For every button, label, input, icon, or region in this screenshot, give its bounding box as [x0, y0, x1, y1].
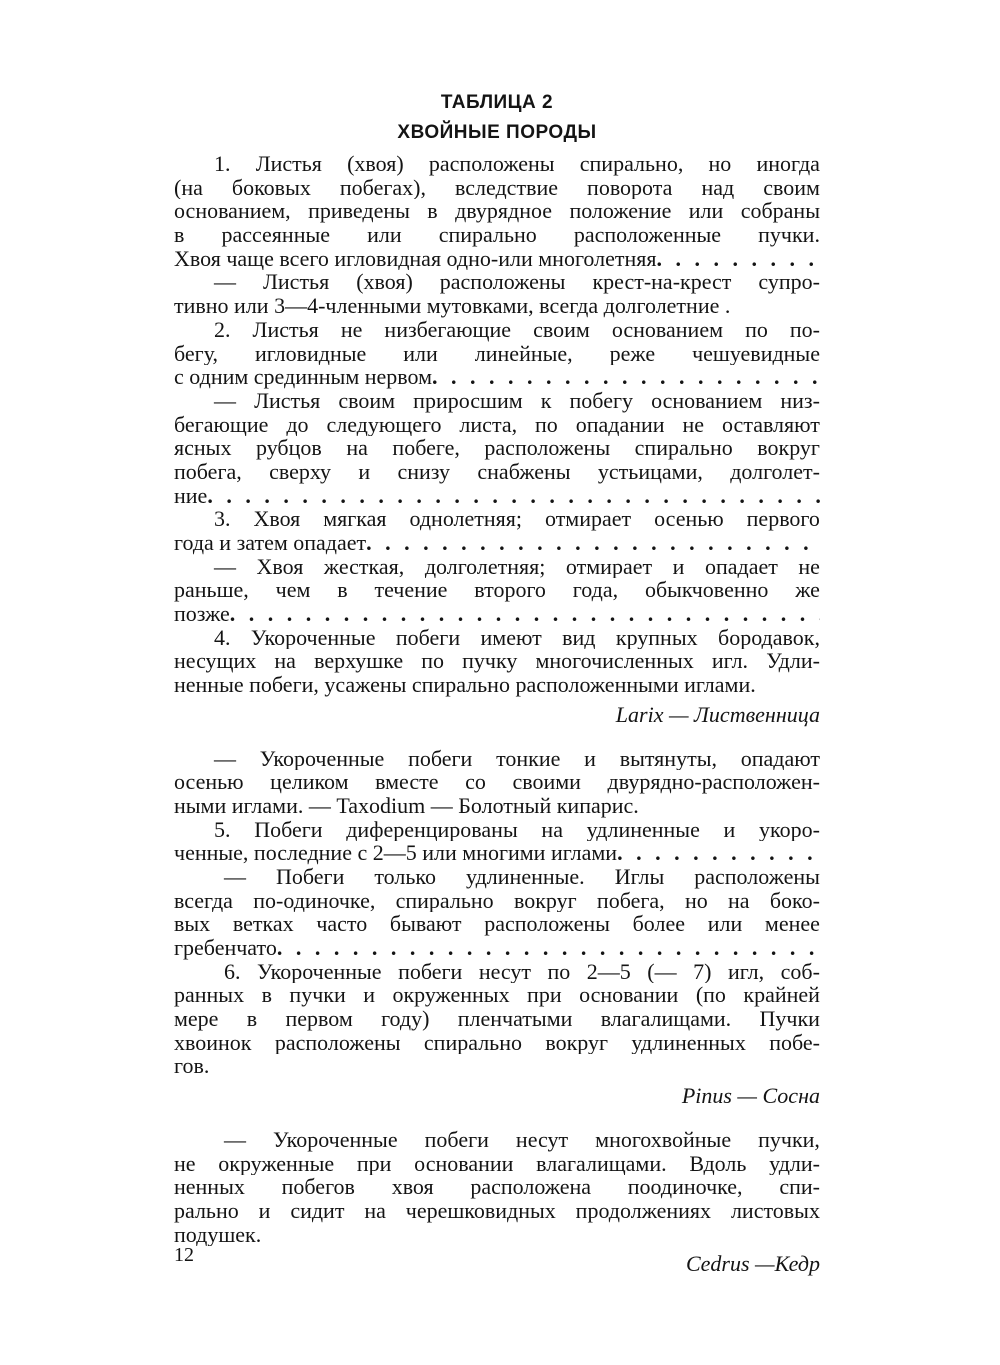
text-line: несущих на верхушке по пучку многочисленных игл. Удли- — [174, 649, 820, 674]
text-line-with-leaders — [174, 484, 820, 508]
text-line-with-leaders — [174, 247, 820, 271]
text-line: ясных рубцов на побеге, расположены спирально вокруг — [174, 436, 820, 460]
text-line: вых ветках часто бывают расположены более или менее — [174, 912, 820, 936]
text-line-with-leaders — [174, 531, 820, 555]
line-text: ние — [174, 483, 208, 508]
line-text: позже — [174, 602, 230, 626]
genus-name: Larix — Лиственница — [615, 701, 820, 727]
line-text: Хвоя чаще всего игловидная одно-или многолетняя — [174, 246, 657, 271]
text-line: рально и сидит на черешковидных продолжениях листовых — [174, 1198, 820, 1223]
text-line: — Укороченные побеги несут многохвойные пучки, — [224, 1127, 820, 1152]
text-line: основанием, приведены в двурядное положение или собраны — [174, 199, 820, 224]
text-line: 3. Хвоя мягкая однолетняя; отмирает осенью первого — [214, 507, 820, 531]
dot-leader — [657, 247, 821, 271]
dot-leader — [277, 936, 820, 960]
text-line: 4. Укороченные побеги имеют вид крупных бородавок, — [214, 625, 820, 650]
text-line: мере в первом году) пленчатыми влагалищами. Пучки — [174, 1007, 820, 1031]
text-line: осенью целиком вместе со своими двурядно-расположен- — [174, 770, 820, 794]
text-line: тивно или 3—4-членными мутовками, всегда долголетние . — [174, 294, 731, 318]
genus-name: Cedrus —Кедр — [685, 1251, 820, 1277]
dot-leader — [207, 484, 820, 508]
text-line: не окруженные при основании влагалищами. Вдоль удли- — [174, 1151, 820, 1176]
text-line: — Листья (хвоя) расположены крест-на-крест супро- — [214, 270, 820, 295]
text-line: ранных в пучки и окруженных при основании (по крайней — [174, 983, 820, 1008]
text-line: подушек. — [174, 1222, 262, 1247]
text-line: всегда по-одиночке, спирально вокруг побега, но на боко- — [174, 888, 820, 913]
text-line: (на боковых побегах), вследствие поворота над своим — [174, 175, 820, 200]
text-line: 1. Листья (хвоя) расположены спирально, но иногда — [214, 152, 820, 176]
text-line-with-leaders — [174, 841, 820, 865]
text-line: — Листья своим приросшим к побегу основанием низ- — [214, 388, 820, 413]
text-line: — Укороченные побеги тонкие и вытянуты, опадают — [214, 746, 820, 771]
page-title: ХВОЙНЫЕ ПОРОДЫ — [397, 122, 597, 143]
text-line: бегу, игловидные или линейные, реже чешуевидные — [174, 341, 820, 366]
text-line: бегающие до следующего листа, по опадании не оставляют — [174, 412, 820, 437]
line-text: с одним срединным нервом — [174, 365, 433, 389]
line-text: ченные, последние с 2—5 или многими иглами — [174, 841, 618, 865]
text-line-with-leaders — [174, 936, 820, 960]
dot-leader — [432, 365, 820, 389]
text-line: ными иглами. — Taxodium — Болотный кипарис. — [174, 793, 639, 818]
text-line: раньше, чем в течение второго года, обыкчовенно же — [174, 578, 820, 603]
page-number: 12 — [174, 1244, 194, 1266]
text-line: гов. — [174, 1054, 210, 1079]
line-text: гребенчато — [174, 936, 277, 960]
line-text: года и затем опадает — [174, 531, 367, 555]
text-line: 5. Побеги диференцированы на удлиненные и укоро- — [214, 817, 820, 842]
table-label: ТАБЛИЦА 2 — [440, 92, 554, 113]
text-line: — Побеги только удлиненные. Иглы расположены — [224, 864, 820, 889]
text-line: ненные побеги, усажены спирально расположенными иглами. — [174, 673, 756, 697]
text-line-with-leaders — [174, 602, 820, 626]
text-line: 2. Листья не низбегающие своим основанием по по- — [214, 317, 820, 342]
text-line-with-leaders — [174, 365, 820, 389]
dot-leader — [366, 531, 820, 555]
dot-leader — [230, 602, 820, 626]
dot-leader — [617, 841, 820, 865]
text-line: 6. Укороченные побеги несут по 2—5 (— 7) игл, соб- — [224, 959, 820, 984]
text-line: в рассеянные или спирально расположенные пучки. — [174, 223, 820, 247]
genus-name: Pinus — Сосна — [681, 1083, 820, 1109]
text-line: хвоинок расположены спирально вокруг удлиненных побе- — [174, 1030, 820, 1055]
text-line: побега, сверху и снизу снабжены устьицами, долголет- — [174, 459, 820, 484]
text-line: — Хвоя жесткая, долголетняя; отмирает и опадает не — [214, 554, 820, 579]
key-text — [174, 152, 820, 1296]
text-line: ненных побегов хвоя расположена поодиночке, спи- — [174, 1175, 820, 1199]
